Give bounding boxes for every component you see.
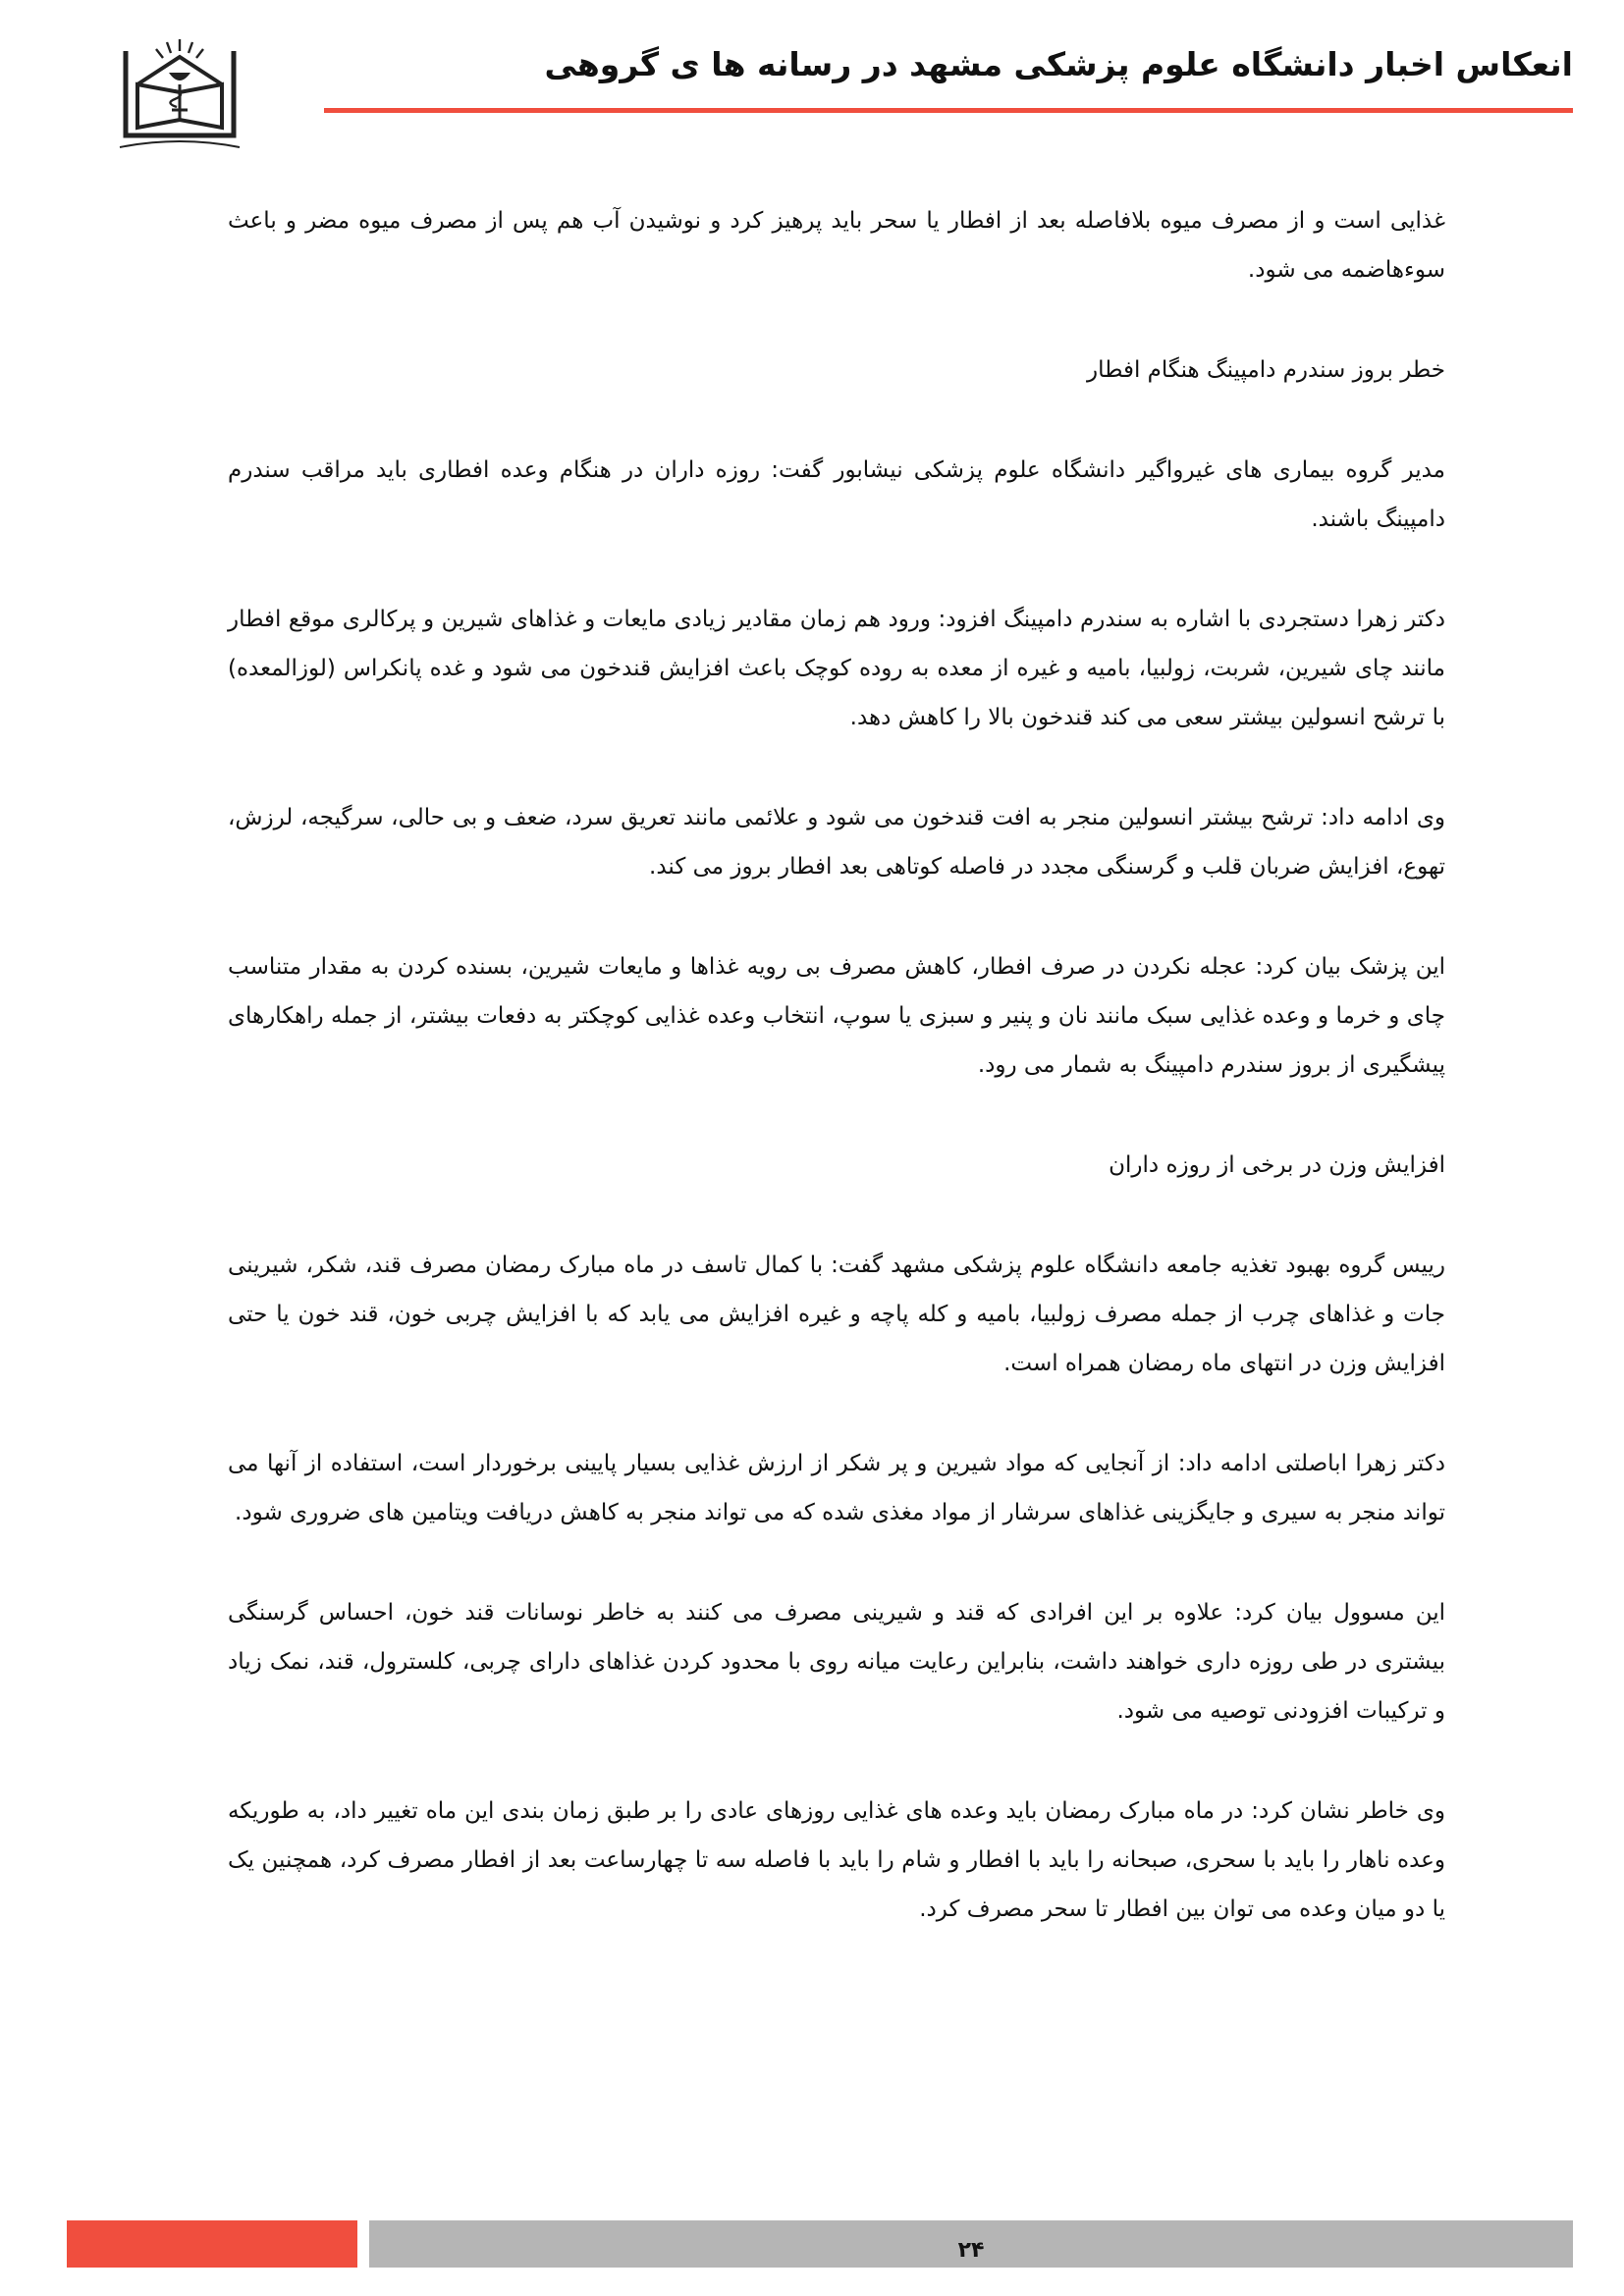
paragraph: دکتر زهرا دستجردی با اشاره به سندرم دامپینگ افزود: ورود هم زمان مقادیر زیادی مایعات و غذاهای شیرین و پرکالری موقع افطار مانند چای شیرین، شربت، زولبیا، بامیه و غیره از معده به روده کوچک باعث افزایش قندخون می شود و غده پانکراس (لوزالمعده) با ترشح انسولین بیشتر سعی می کند قندخون بالا را کاهش دهد.: [228, 607, 1445, 730]
page-number: ۲۴: [957, 2238, 985, 2263]
paragraph: وی خاطر نشان کرد: در ماه مبارک رمضان باید وعده های غذایی روزهای عادی را بر طبق زمان بندی این ماه تغییر داد، به طوریکه وعده ناهار را باید با سحری، صبحانه را باید با افطار و شام را باید با فاصله سه تا چهارساعت بعد از افطار مصرف کرد، همچنین یک یا دو میان وعده می توان بین افطار تا سحر مصرف کرد.: [228, 1798, 1445, 1922]
paragraph: وی ادامه داد: ترشح بیشتر انسولین منجر به افت قندخون می شود و علائمی مانند تعریق سرد، ضعف و بی حالی، سرگیجه، لرزش، تهوع، افزایش ضربان قلب و گرسنگی مجدد در فاصله کوتاهی بعد افطار بروز می کند.: [228, 805, 1445, 880]
footer-accent-bar: [67, 2220, 357, 2268]
subheading-weight-gain: افزایش وزن در برخی از روزه داران: [1109, 1152, 1445, 1178]
paragraph: این مسوول بیان کرد: علاوه بر این افرادی که قند و شیرینی مصرف می کنند به خاطر نوسانات قند خون، احساس گرسنگی بیشتری در طی روزه داری خواهند داشت، بنابراین رعایت میانه روی با محدود کردن غذاهای دارای چربی، کلسترول، قند، نمک زیاد و ترکیبات افزودنی توصیه می شود.: [228, 1600, 1445, 1724]
paragraph: مدیر گروه بیماری های غیرواگیر دانشگاه علوم پزشکی نیشابور گفت: روزه داران در هنگام وعده افطاری باید مراقب سندرم دامپینگ باشند.: [228, 457, 1445, 532]
paragraph-intro-tail: غذایی است و از مصرف میوه بلافاصله بعد از افطار یا سحر باید پرهیز کرد و نوشیدن آب هم پس از مصرف میوه مضر و باعث سوءهاضمه می شود.: [228, 208, 1445, 283]
article-body: [228, 196, 1445, 1985]
university-seal-icon: [116, 37, 244, 167]
university-seal-graphic: [116, 37, 244, 167]
subheading-dumping-syndrome: خطر بروز سندرم دامپینگ هنگام افطار: [1086, 357, 1445, 383]
paragraph: این پزشک بیان کرد: عجله نکردن در صرف افطار، کاهش مصرف بی رویه غذاها و مایعات شیرین، بسنده کردن به مقدار متناسب چای و خرما و وعده غذایی سبک مانند نان و پنیر و سبزی یا سوپ، انتخاب وعده غذایی کوچکتر به دفعات بیشتر، از جمله راهکارهای پیشگیری از بروز سندرم دامپینگ به شمار می رود.: [228, 954, 1445, 1078]
page-header-title: انعکاس اخبار دانشگاه علوم پزشکی مشهد در رسانه ها ی گروهی: [544, 45, 1573, 83]
header-divider: [324, 108, 1573, 113]
paragraph: دکتر زهرا اباصلتی ادامه داد: از آنجایی که مواد شیرین و پر شکر از ارزش غذایی بسیار پایینی برخوردار است، استفاده از آنها می تواند منجر به سیری و جایگزینی غذاهای سرشار از مواد مغذی شده که می تواند منجر به کاهش دریافت ویتامین های ضروری شود.: [228, 1451, 1445, 1525]
paragraph: رییس گروه بهبود تغذیه جامعه دانشگاه علوم پزشکی مشهد گفت: با کمال تاسف در ماه مبارک رمضان مصرف قند، شکر، شیرینی جات و غذاهای چرب از جمله مصرف زولبیا، بامیه و کله پاچه و غیره افزایش می یابد که با افزایش چربی خون، قند خون یا حتی افزایش وزن در انتهای ماه رمضان همراه است.: [228, 1253, 1445, 1376]
